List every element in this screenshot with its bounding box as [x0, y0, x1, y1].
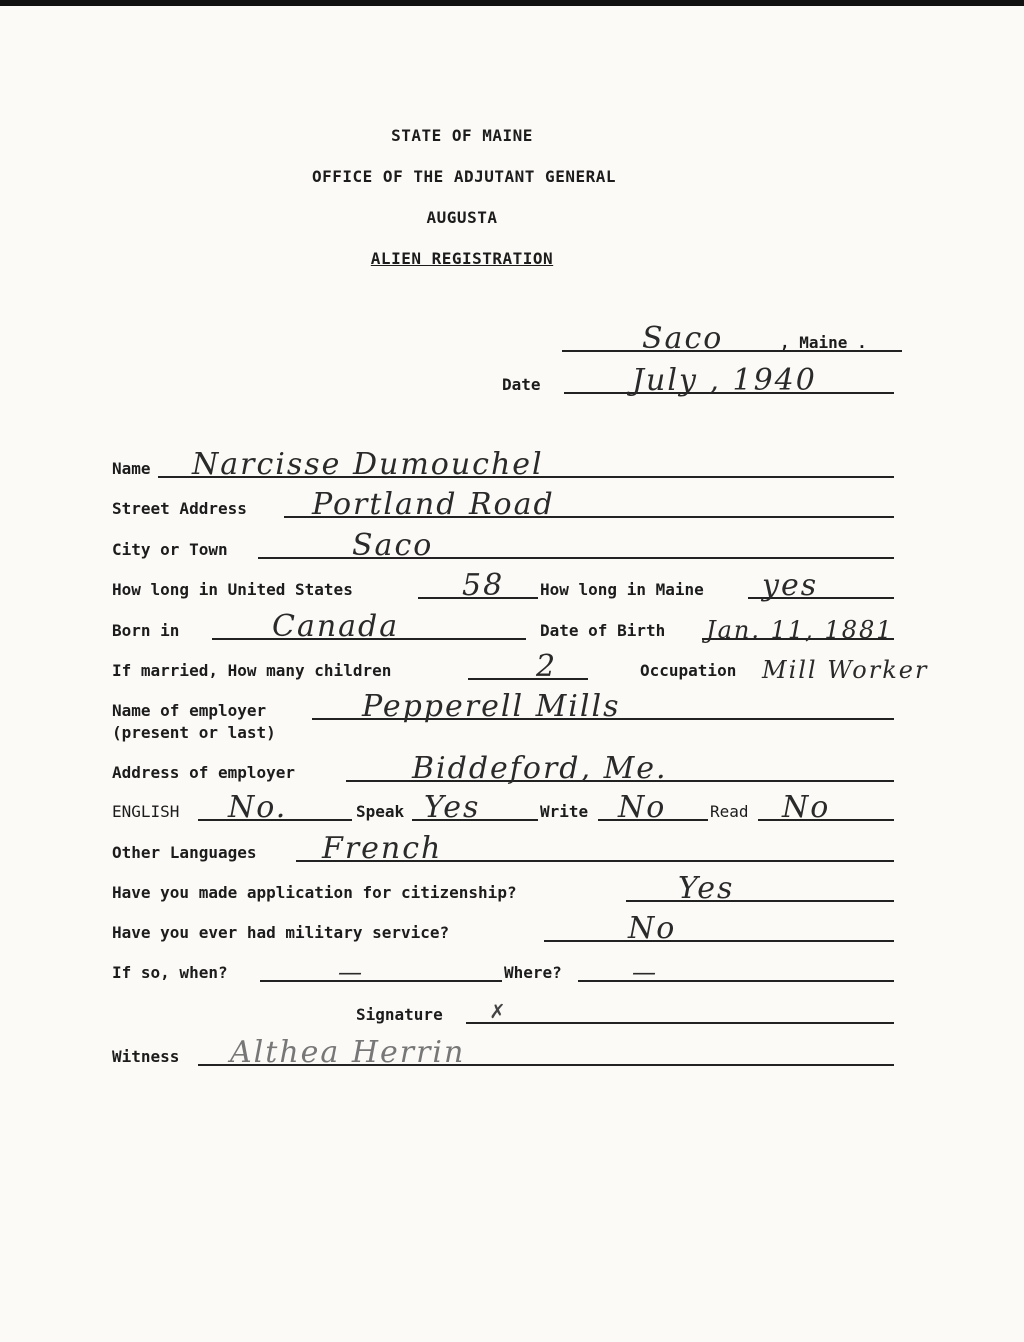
witness-row — [112, 1035, 894, 1070]
english-value: No. — [228, 790, 288, 825]
place-row — [112, 321, 894, 356]
date-label: Date — [502, 375, 541, 394]
signature-row — [112, 996, 894, 1028]
children-value: 2 — [536, 649, 558, 684]
write-label: Write — [540, 802, 589, 821]
employer-label: Name of employer — [112, 701, 267, 720]
family-row — [112, 649, 929, 684]
military-line — [544, 940, 894, 942]
name-value: Narcisse Dumouchel — [192, 447, 544, 482]
header-city: AUGUSTA — [426, 208, 498, 227]
place-town: Saco — [642, 321, 724, 356]
employer-sub-row — [112, 714, 894, 746]
employer-sublabel: (present or last) — [112, 723, 276, 742]
witness-value: Althea Herrin — [230, 1035, 466, 1070]
speak-value: Yes — [424, 790, 481, 825]
city-label: City or Town — [112, 540, 228, 559]
military-value: No — [628, 911, 677, 946]
header-state: STATE OF MAINE — [391, 126, 533, 145]
date-value: July , 1940 — [632, 363, 817, 398]
us-years-value: 58 — [462, 568, 505, 603]
citizenship-line — [626, 900, 894, 902]
military-label: Have you ever had military service? — [112, 923, 450, 942]
dob-value: Jan. 11, 1881 — [706, 616, 894, 644]
maine-years-value: yes — [762, 568, 819, 603]
name-label: Name — [112, 459, 151, 478]
employer-address-label: Address of employer — [112, 763, 296, 782]
where-value: — — [632, 958, 658, 986]
us-years-label: How long in United States — [112, 580, 353, 599]
dob-label: Date of Birth — [540, 621, 666, 640]
languages-value: French — [322, 831, 443, 866]
citizenship-label: Have you made application for citizenship? — [112, 883, 517, 902]
service-detail-row — [112, 954, 894, 986]
where-label: Where? — [504, 963, 562, 982]
city-value: Saco — [352, 528, 434, 563]
when-value: — — [338, 958, 364, 986]
street-row — [112, 487, 894, 522]
maine-years-label: How long in Maine — [540, 580, 704, 599]
birth-row — [112, 609, 894, 644]
employer-value: Pepperell Mills — [362, 689, 621, 724]
children-line — [468, 678, 588, 680]
citizenship-value: Yes — [678, 871, 735, 906]
name-row — [112, 447, 894, 482]
born-value: Canada — [272, 609, 400, 644]
english-row — [112, 790, 894, 825]
witness-label: Witness — [112, 1047, 180, 1066]
place-state-label: , Maine . — [780, 333, 867, 352]
header-office: OFFICE OF THE ADJUTANT GENERAL — [312, 167, 616, 186]
where-line — [578, 980, 894, 982]
write-value: No — [618, 790, 667, 825]
languages-label: Other Languages — [112, 843, 257, 862]
languages-row — [112, 831, 894, 866]
when-label: If so, when? — [112, 963, 228, 982]
occupation-label: Occupation — [640, 661, 737, 680]
citizenship-row — [112, 871, 894, 906]
read-label: Read — [710, 802, 749, 821]
date-row — [112, 363, 894, 398]
employer-address-value: Biddeford, Me. — [412, 751, 668, 786]
speak-label: Speak — [356, 802, 405, 821]
street-value: Portland Road — [312, 487, 555, 522]
signature-mark: ✗ — [490, 996, 505, 1024]
residence-row — [112, 568, 894, 603]
occupation-value: Mill Worker — [762, 656, 929, 684]
street-label: Street Address — [112, 499, 247, 518]
form-title: ALIEN REGISTRATION — [370, 249, 554, 268]
when-line — [260, 980, 502, 982]
english-label: ENGLISH — [112, 802, 180, 821]
born-label: Born in — [112, 621, 180, 640]
city-row — [112, 528, 894, 563]
children-label: If married, How many children — [112, 661, 392, 680]
signature-label: Signature — [356, 1005, 443, 1024]
employer-address-row — [112, 751, 894, 786]
read-value: No — [782, 790, 831, 825]
signature-line — [466, 1022, 894, 1024]
military-row — [112, 911, 894, 946]
